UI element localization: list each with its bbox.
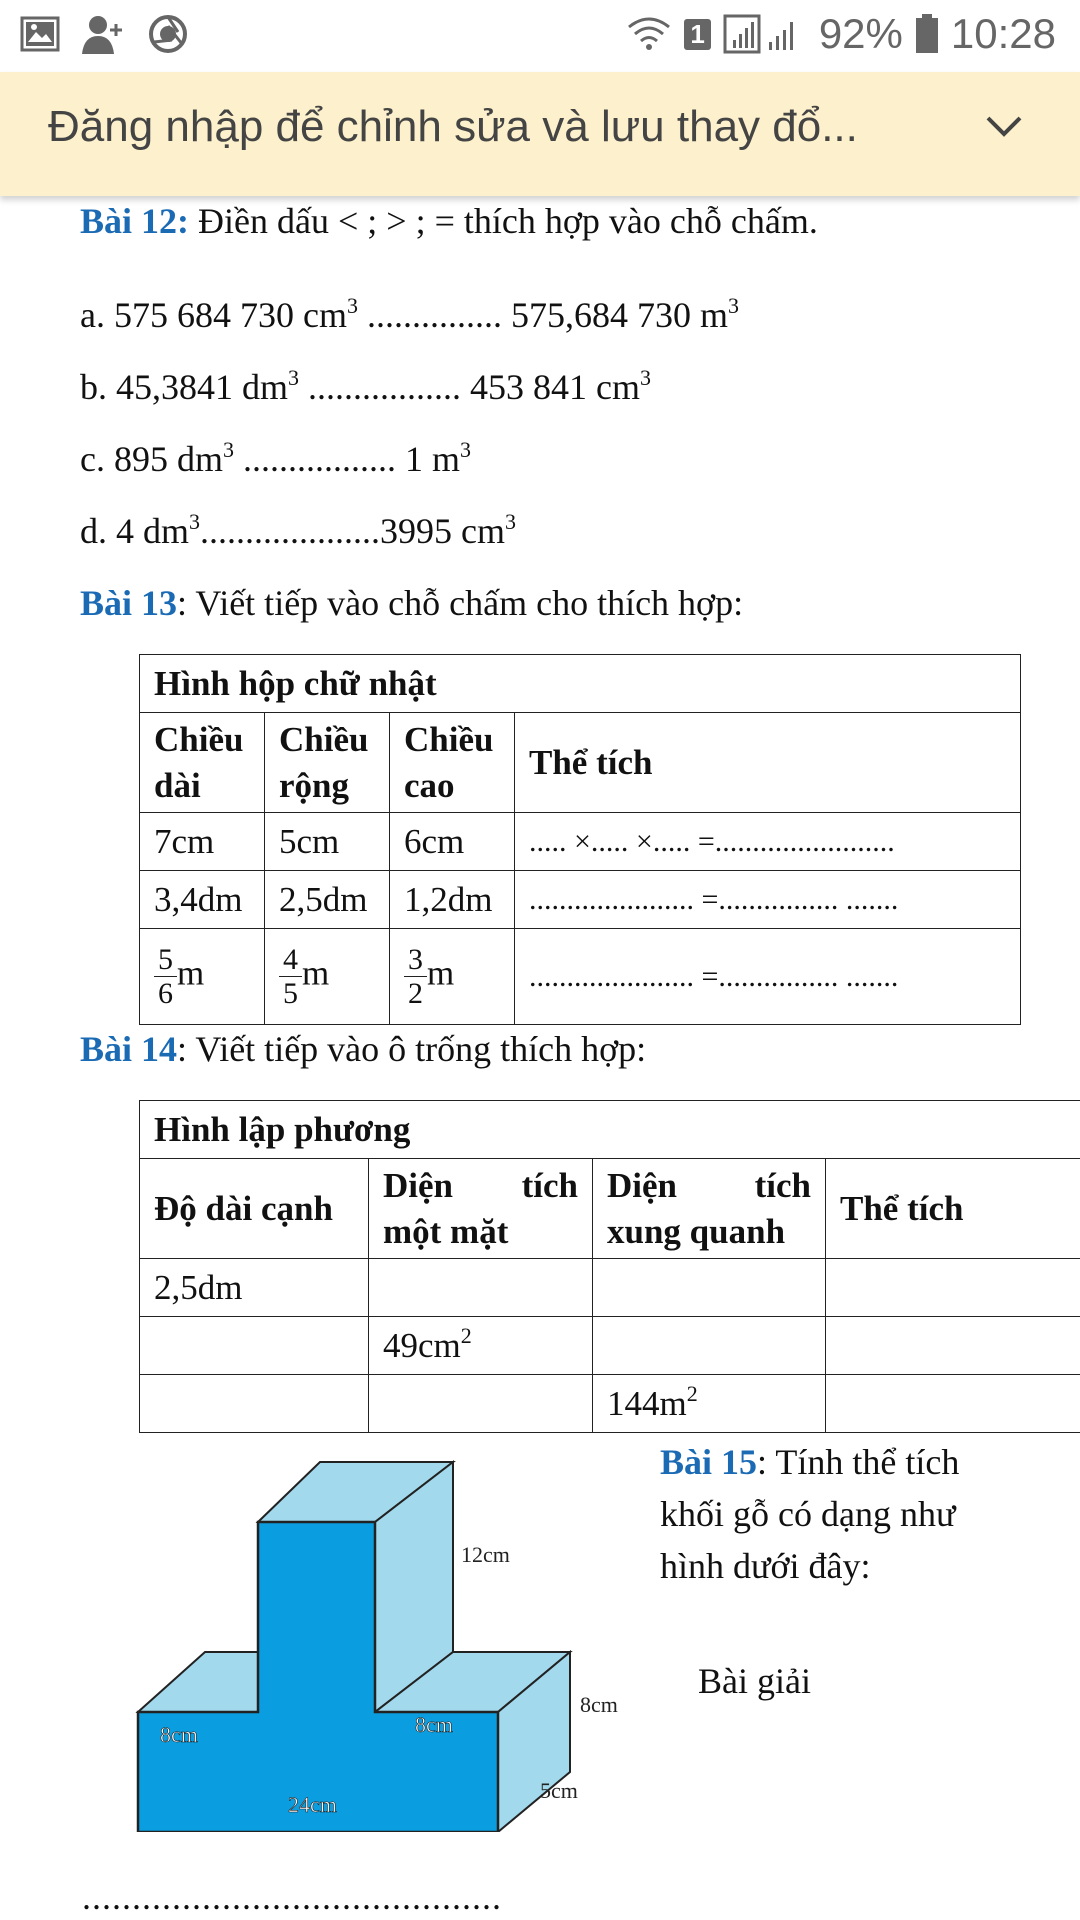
item-right: 453 841 cm (470, 367, 640, 407)
label-24cm: 24cm (288, 1792, 337, 1817)
item-dots: ................. (299, 367, 471, 407)
table-cell: ..... ×..... ×..... =........................ (515, 813, 1021, 871)
superscript: 3 (727, 293, 739, 318)
bai13-text: : Viết tiếp vào chỗ chấm cho thích hợp: (177, 583, 744, 623)
numerator: 5 (154, 943, 177, 977)
bai12-item-d (80, 510, 516, 552)
table-row (140, 929, 1021, 1025)
fraction (154, 943, 177, 1010)
bai12-item-c (80, 438, 471, 480)
login-banner[interactable] (0, 72, 1080, 196)
table-cell (593, 1259, 826, 1317)
header-line: rộng (279, 765, 349, 805)
cell-value: 144m (607, 1383, 687, 1423)
table-cell (140, 1375, 369, 1433)
wifi-icon (626, 15, 672, 53)
header-cell: Thể tích (515, 713, 1021, 813)
label-8cm-right: 8cm (580, 1692, 618, 1717)
unit: m (177, 953, 205, 993)
image-icon (20, 16, 60, 52)
table-cell (826, 1259, 1080, 1317)
superscript: 3 (460, 437, 471, 462)
table-cell: ...................... =................ ....... (515, 929, 1021, 1025)
clock: 10:28 (950, 10, 1056, 57)
circle-app-icon (148, 14, 188, 54)
battery-icon (915, 14, 939, 54)
header-line: Diện (383, 1166, 453, 1205)
sim-icon (684, 19, 710, 50)
table-cell (593, 1375, 826, 1433)
cell-value: 49cm (383, 1325, 461, 1365)
bai12-text: Điền dấu < ; > ; = thích hợp vào chỗ chấm. (189, 201, 818, 241)
status-bar (0, 0, 1080, 72)
bai14-heading (80, 1028, 646, 1070)
item-dots: .................... (200, 511, 381, 551)
item-left: d. 4 dm (80, 511, 190, 551)
superscript: 3 (288, 365, 300, 390)
header-line: dài (154, 765, 201, 805)
bai15-line-1 (660, 1436, 1000, 1488)
table-cell (140, 1317, 369, 1375)
denominator: 5 (283, 977, 298, 1010)
bai14-table (139, 1100, 1080, 1433)
superscript: 2 (460, 1322, 472, 1348)
header-line: một mặt (383, 1211, 509, 1251)
table-cell: 7cm (140, 813, 265, 871)
table-cell: 3,4dm (140, 871, 265, 929)
numerator: 3 (404, 943, 427, 977)
denominator: 2 (408, 977, 423, 1010)
wooden-block-diagram (130, 1442, 650, 1832)
header-line: Chiều (154, 720, 244, 759)
answer-dotted-line: .......................................... (82, 1877, 502, 1917)
header-cell: Thể tích (826, 1159, 1080, 1259)
table-cell (390, 929, 515, 1025)
table-cell: 2,5dm (140, 1259, 369, 1317)
item-left: b. 45,3841 dm (80, 367, 289, 407)
notification-count: 1 (690, 18, 705, 49)
item-right: 575,684 730 m (510, 295, 728, 335)
table-row (140, 1375, 1080, 1433)
header-cell: Độ dài cạnh (140, 1159, 369, 1259)
table-cell (369, 1317, 593, 1375)
bai13-label: Bài 13 (80, 583, 178, 623)
label-12cm: 12cm (461, 1542, 510, 1567)
battery-percent: 92% (818, 10, 903, 57)
banner-text: Đăng nhập để chỉnh sửa và lưu thay đổ... (48, 102, 858, 151)
bai12-label: Bài 12: (80, 201, 190, 241)
bai12-heading (80, 200, 818, 242)
superscript: 3 (222, 437, 234, 462)
table-cell (265, 929, 390, 1025)
signal-icon (723, 14, 807, 54)
table-cell (593, 1317, 826, 1375)
header-line: cao (404, 765, 455, 805)
table-cell (140, 929, 265, 1025)
header-line: Chiều (404, 720, 494, 759)
item-right: 3995 cm (380, 511, 505, 551)
item-dots: ............... (357, 295, 511, 335)
superscript: 3 (640, 365, 651, 390)
table-header-row (140, 713, 1021, 813)
superscript: 3 (346, 293, 358, 318)
superscript: 3 (189, 509, 201, 534)
table-row (140, 871, 1021, 929)
status-left-icons (20, 14, 188, 54)
header-line: Diện (607, 1166, 677, 1205)
bai15-text-block (660, 1436, 1000, 1592)
label-8cm-left: 8cm (160, 1722, 198, 1747)
label-8cm-mid: 8cm (415, 1712, 453, 1737)
superscript: 3 (505, 509, 516, 534)
table-cell: ...................... =................ ....... (515, 871, 1021, 929)
header-cell (593, 1159, 826, 1259)
bai12-item-a (80, 294, 739, 336)
table-cell (826, 1375, 1080, 1433)
fraction (279, 943, 302, 1010)
bai13-table (139, 654, 1021, 1025)
bai15-label: Bài 15 (660, 1442, 758, 1482)
bai14-label: Bài 14 (80, 1029, 178, 1069)
header-cell (390, 713, 515, 813)
left-top-face (138, 1652, 258, 1712)
header-line: tích (754, 1166, 811, 1205)
unit: m (302, 953, 330, 993)
table-cell (369, 1375, 593, 1433)
item-left: a. 575 684 730 cm (80, 295, 347, 335)
table-cell: 5cm (265, 813, 390, 871)
table-cell (826, 1317, 1080, 1375)
denominator: 6 (158, 977, 173, 1010)
bai15-text: : Tính thể tích (757, 1442, 960, 1482)
table-row (140, 1259, 1080, 1317)
unit: m (427, 953, 455, 993)
label-5cm: 5cm (540, 1778, 578, 1803)
header-cell (140, 713, 265, 813)
table-title: Hình lập phương (140, 1101, 1080, 1159)
table-cell (369, 1259, 593, 1317)
bai14-text: : Viết tiếp vào ô trống thích hợp: (177, 1029, 647, 1069)
bai12-item-b (80, 366, 651, 408)
status-right (626, 10, 1056, 58)
document-page (0, 196, 1080, 1920)
table-cell: 1,2dm (390, 871, 515, 929)
table-row (140, 1317, 1080, 1375)
table-cell: 2,5dm (265, 871, 390, 929)
header-line: tích (521, 1166, 578, 1205)
table-row (140, 813, 1021, 871)
bai15-line-2: khối gỗ có dạng như (660, 1494, 956, 1534)
numerator: 4 (279, 943, 302, 977)
add-user-icon (82, 14, 126, 54)
item-dots: ................. (233, 439, 405, 479)
header-line: Chiều (279, 720, 369, 759)
item-right: 1 m (404, 439, 460, 479)
solution-label: Bài giải (698, 1661, 811, 1701)
bai15-line-3: hình dưới đây: (660, 1546, 871, 1586)
header-line: xung quanh (607, 1211, 786, 1251)
table-title: Hình hộp chữ nhật (140, 655, 1021, 713)
bai13-heading (80, 582, 743, 624)
header-cell (369, 1159, 593, 1259)
table-cell: 6cm (390, 813, 515, 871)
fraction (404, 943, 427, 1010)
chevron-down-icon[interactable] (984, 112, 1024, 140)
header-cell (265, 713, 390, 813)
item-left: c. 895 dm (80, 439, 223, 479)
superscript: 2 (686, 1380, 698, 1406)
table-header-row (140, 1159, 1080, 1259)
